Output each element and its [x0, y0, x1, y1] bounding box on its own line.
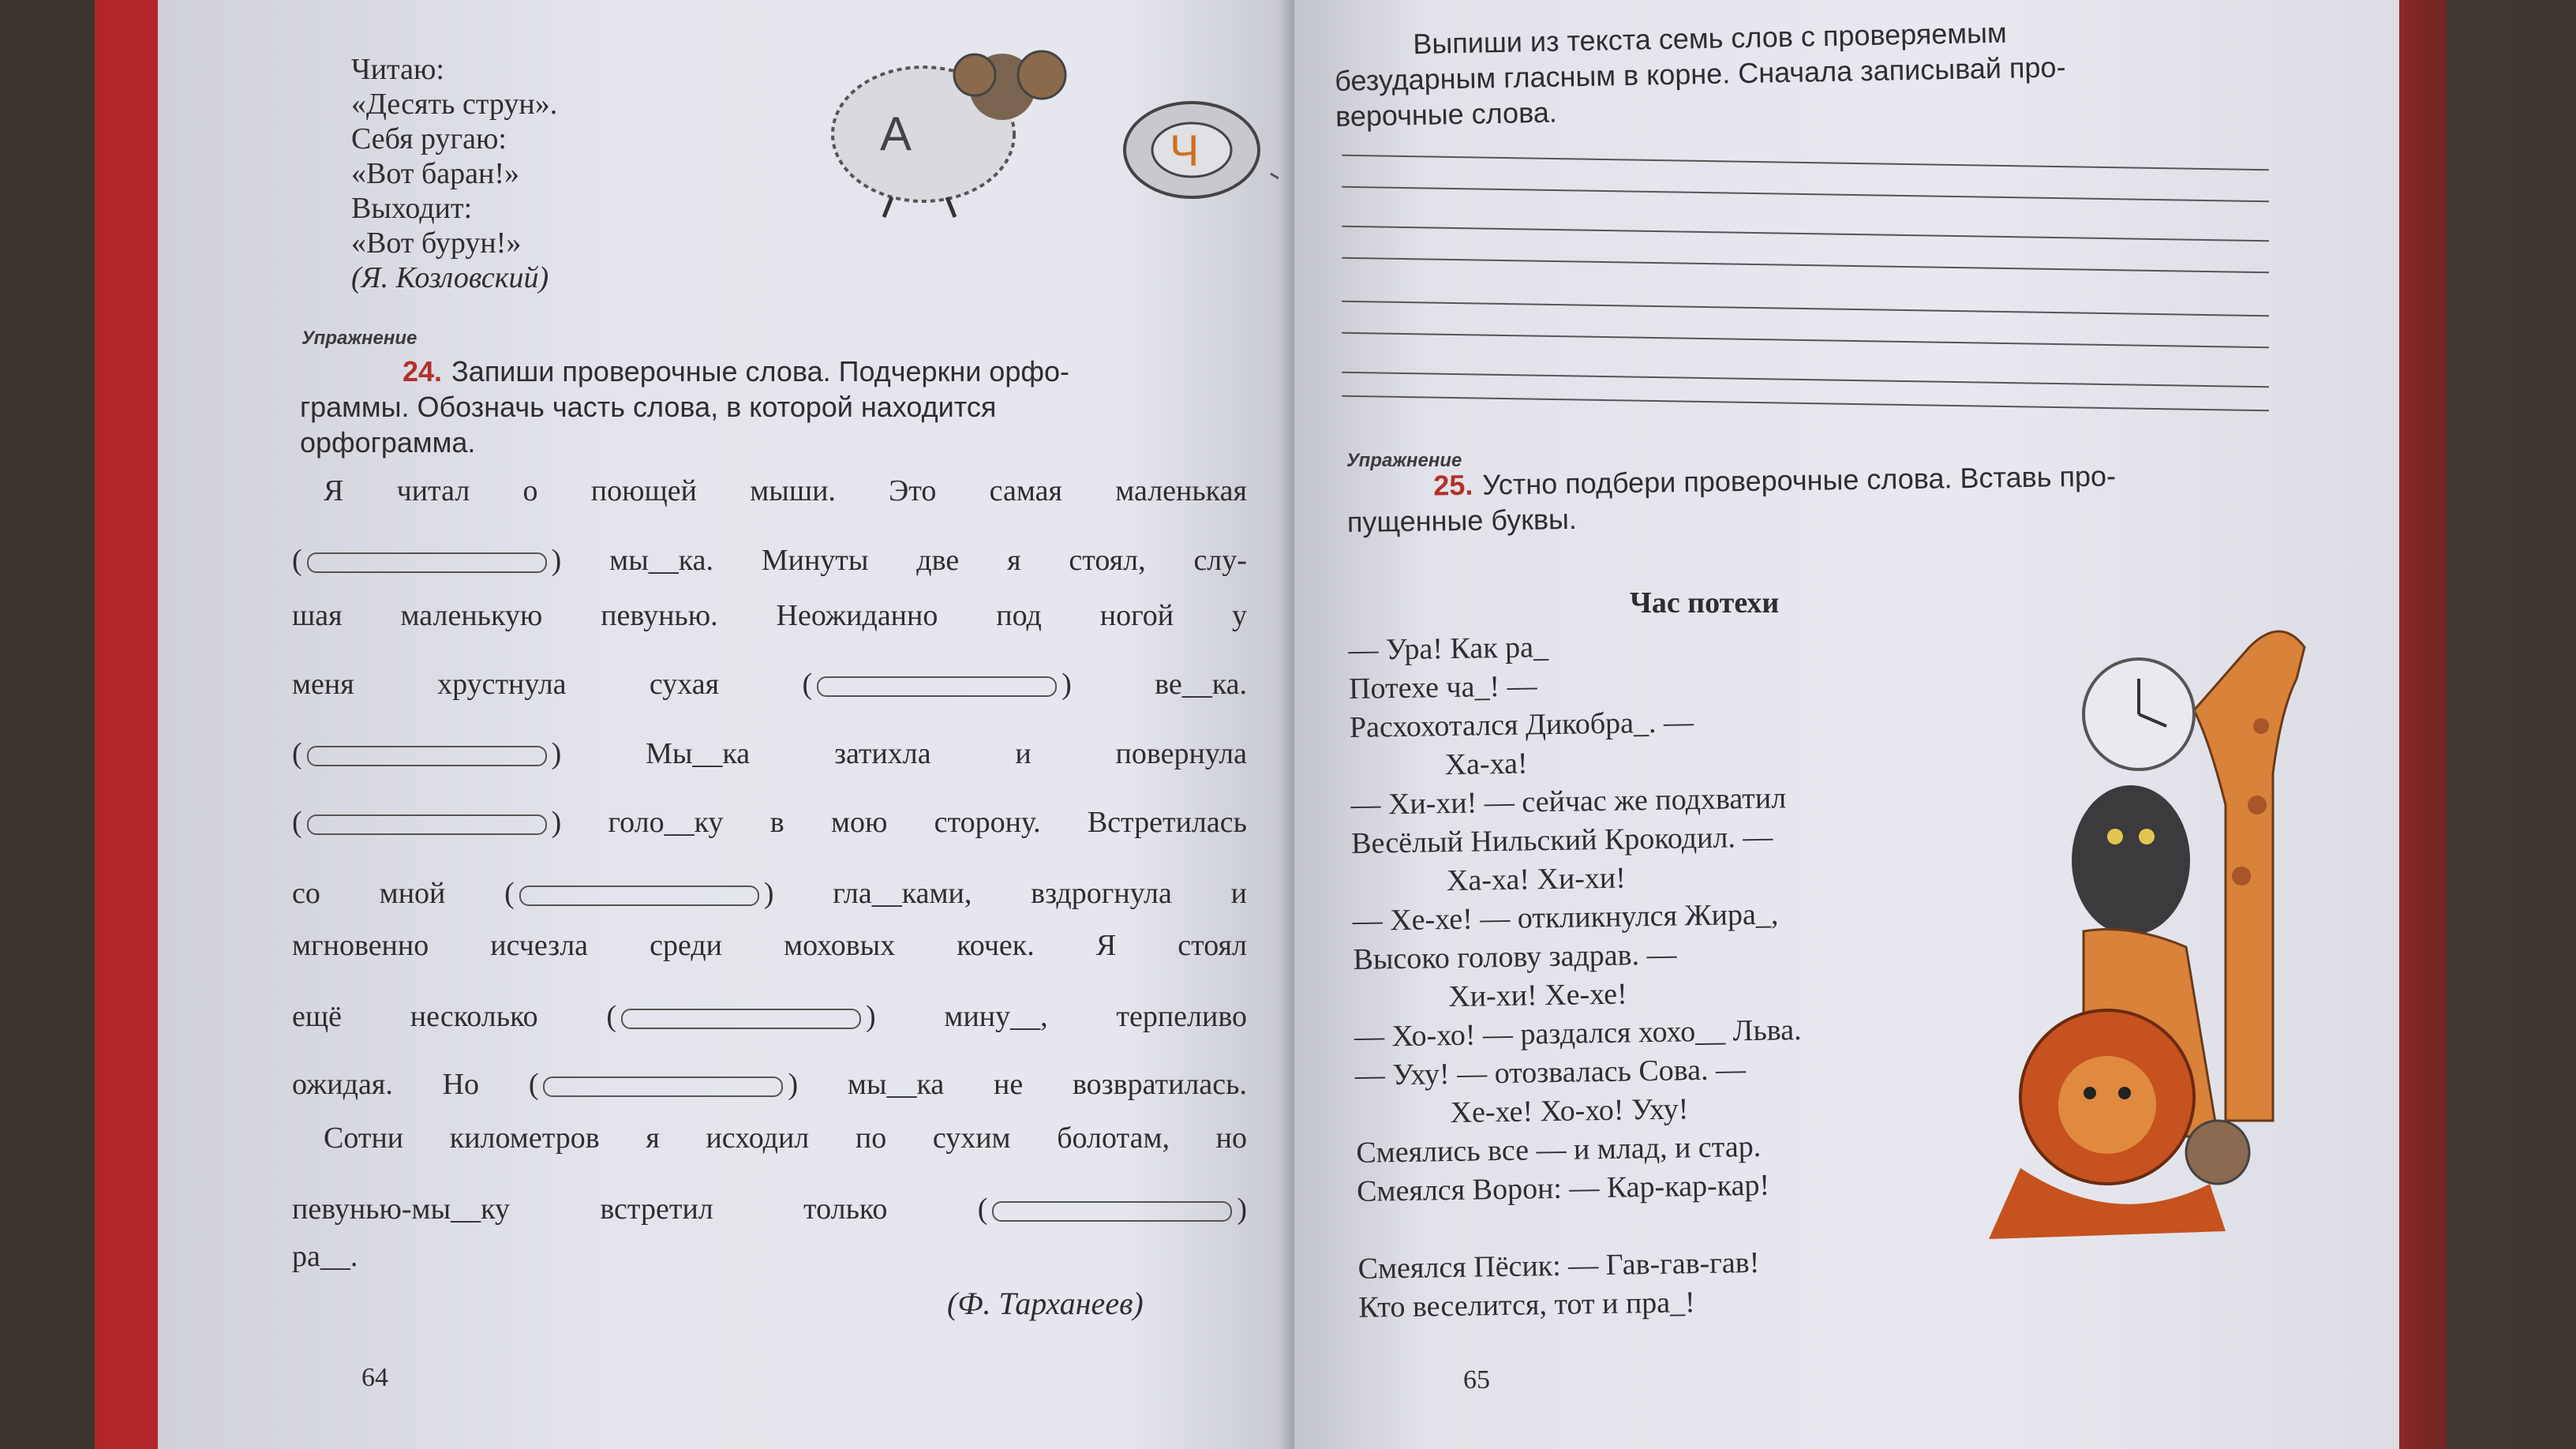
writing-line	[1342, 372, 2269, 388]
text-word: Это	[889, 474, 937, 507]
text-line	[292, 1192, 1247, 1226]
poem-line: «Десять струн».	[351, 88, 558, 121]
text-word: со	[292, 877, 320, 910]
paren: (	[292, 806, 302, 839]
text-word: только	[803, 1193, 888, 1226]
exercise-label: Упражнение	[301, 328, 417, 349]
text-word: мину__,	[944, 1000, 1048, 1033]
text-word: встретил	[600, 1193, 713, 1226]
text-word: сухим	[932, 1121, 1011, 1155]
paren: (	[504, 877, 515, 910]
text-word: я	[1007, 544, 1021, 577]
paren: (	[606, 1000, 616, 1033]
story-title: Час потехи	[1630, 586, 1780, 620]
text-line	[292, 1067, 1247, 1102]
text-word: километров	[449, 1121, 600, 1155]
poem-line: «Вот бурун!»	[351, 227, 522, 260]
answer-blank[interactable]	[307, 746, 547, 766]
story-line	[1357, 1204, 1805, 1250]
text-word: моховых	[784, 929, 896, 962]
paren: )	[763, 877, 774, 910]
story-line: Расхохотался Дикобра_. —	[1349, 706, 1694, 744]
animals-illustration	[1949, 600, 2391, 1294]
text-word: мы__ка.	[609, 544, 713, 577]
text-line	[292, 928, 1247, 963]
paren: )	[866, 1000, 876, 1033]
text-word: меня	[292, 668, 354, 701]
text-word: ожидая.	[292, 1068, 393, 1101]
answer-blank[interactable]	[543, 1076, 783, 1097]
story-line: Смеялись все — и млад, и стар.	[1356, 1129, 1762, 1170]
text-word: и	[1015, 737, 1032, 770]
text-word: поющей	[590, 474, 697, 507]
text-word: Минуты	[761, 544, 869, 577]
text-word: Неожиданно	[776, 599, 938, 632]
text-word: голо__ку	[608, 806, 724, 839]
svg-text:А: А	[880, 107, 912, 160]
text-line	[292, 1121, 1247, 1155]
text-word: у	[1231, 599, 1247, 632]
text-line	[292, 543, 1247, 578]
text-line	[292, 736, 1247, 771]
text-word: слу-	[1193, 544, 1247, 577]
answer-blank-group	[292, 736, 561, 771]
writing-line	[1342, 257, 2269, 273]
paren: (	[292, 544, 302, 577]
answer-blank-group	[606, 999, 875, 1034]
text-word: исчезла	[490, 929, 589, 962]
text-word: кочек.	[957, 929, 1035, 962]
text-word: терпеливо	[1116, 1000, 1247, 1033]
exercise-24-task	[300, 354, 1247, 460]
writing-line	[1342, 332, 2269, 348]
paren: (	[528, 1068, 539, 1101]
story-line: Смеялся Ворон: — Кар-кар-кар!	[1356, 1168, 1770, 1208]
writing-task	[1334, 10, 2243, 134]
paren: )	[551, 737, 562, 770]
writing-line	[1342, 301, 2269, 316]
poem-line: «Вот баран!»	[351, 157, 520, 190]
story-line: — Хо-хо! — раздался хохо__ Льва.	[1354, 1013, 1802, 1054]
story-line: Высоко голову задрав. —	[1353, 938, 1677, 976]
text-word: Я	[324, 474, 344, 507]
text-word: болотам,	[1057, 1121, 1170, 1155]
text-word: певунью.	[601, 599, 718, 632]
right-page	[1294, 0, 2399, 1449]
text-word: мыши.	[750, 474, 836, 507]
text-word: возвратилась.	[1072, 1068, 1247, 1101]
text-author: (Ф. Тарханеев)	[947, 1286, 1144, 1321]
text-word: и	[1230, 877, 1247, 910]
story-line: — Хи-хи! — сейчас же подхватил	[1350, 781, 1787, 822]
text-line	[292, 805, 1247, 840]
text-word: но	[1215, 1121, 1247, 1155]
task-line: Запиши проверочные слова. Подчеркни орфо-	[451, 355, 1069, 388]
text-word: вздрогнула	[1031, 877, 1172, 910]
poem-line: Читаю:	[351, 53, 444, 86]
story-line: Потехе ча_! —	[1348, 669, 1537, 706]
answer-blank[interactable]	[817, 676, 1057, 697]
exercise-number: 24.	[402, 355, 443, 388]
answer-blank-group	[292, 543, 561, 578]
exercise-label: Упражнение	[1346, 450, 1462, 471]
task-line: орфограмма.	[300, 426, 476, 459]
paren: )	[1237, 1193, 1247, 1226]
exercise-number: 25.	[1433, 468, 1473, 502]
ram-illustration	[805, 39, 1294, 221]
text-word: хрустнула	[437, 668, 567, 701]
task-line: верочные слова.	[1335, 95, 1558, 133]
poem-author: (Я. Козловский)	[351, 261, 549, 294]
text-line	[292, 474, 1247, 508]
page-number: 65	[1463, 1365, 1490, 1395]
text-word: маленькая	[1115, 474, 1247, 507]
paren: )	[1061, 668, 1072, 701]
story-line: — Уху! — отозвалась Сова. —	[1354, 1053, 1747, 1092]
text-word: не	[994, 1068, 1024, 1101]
text-word: по	[855, 1121, 887, 1155]
text-word: стоял,	[1069, 544, 1146, 577]
text-word: Мы__ка	[646, 737, 751, 770]
text-word: ве__ка.	[1155, 668, 1247, 701]
task-line: Выпиши из текста семь слов с проверяемым	[1413, 16, 2008, 61]
text-word: читал	[396, 474, 470, 507]
text-word: среди	[650, 929, 722, 962]
paren: (	[292, 737, 302, 770]
text-line	[292, 1239, 369, 1274]
text-word: мгновенно	[292, 929, 429, 962]
story-line: Ха-ха!	[1444, 747, 1528, 782]
writing-line	[1342, 155, 2269, 170]
text-word: мной	[379, 877, 446, 910]
text-word: ра__.	[292, 1240, 358, 1273]
text-word: самая	[989, 474, 1062, 507]
text-word: повернула	[1115, 737, 1247, 770]
text-word: Встретилась	[1087, 806, 1247, 839]
task-line: безударным гласным в корне. Сначала записывай про-	[1334, 51, 2066, 97]
text-word: мы__ка	[847, 1068, 945, 1101]
text-word: мою	[830, 806, 888, 839]
page-number: 64	[361, 1363, 388, 1392]
poem-line: Выходит:	[351, 192, 473, 225]
text-word: Но	[442, 1068, 480, 1101]
story-poem	[1348, 624, 1806, 1327]
story-line: Весёлый Нильский Крокодил. —	[1350, 820, 1773, 860]
text-word: я	[646, 1121, 660, 1155]
answer-blank-group	[292, 805, 561, 840]
text-word: о	[522, 474, 538, 507]
answer-blank-group	[802, 667, 1071, 702]
answer-blank[interactable]	[621, 1009, 861, 1029]
text-line	[292, 667, 1247, 702]
paren: )	[788, 1068, 799, 1101]
answer-blank-group	[529, 1067, 798, 1102]
story-line: Ха-ха! Хи-хи!	[1446, 861, 1627, 898]
story-line: Кто веселится, тот и пра_!	[1358, 1286, 1696, 1324]
story-line: — Ура! Как ра_	[1348, 631, 1549, 667]
paren: (	[977, 1193, 988, 1226]
story-line: Хе-хе! Хо-хо! Уху!	[1450, 1092, 1689, 1130]
poem	[351, 52, 557, 295]
answer-blank[interactable]	[992, 1201, 1232, 1222]
poem-line: Себя ругаю:	[351, 122, 507, 155]
writing-line	[1342, 186, 2269, 202]
answer-blank[interactable]	[307, 814, 547, 835]
text-word: несколько	[410, 1000, 538, 1033]
story-line: Смеялся Пёсик: — Гав-гав-гав!	[1357, 1245, 1760, 1286]
text-word: сухая	[649, 668, 720, 701]
text-line	[292, 598, 1247, 633]
text-word: шая	[292, 599, 343, 632]
text-word: в	[769, 806, 784, 839]
text-line	[292, 876, 1247, 911]
exercise-25-task	[1346, 456, 2271, 540]
text-word: исходил	[706, 1121, 810, 1155]
text-word: ногой	[1099, 599, 1174, 632]
answer-blank[interactable]	[307, 552, 547, 573]
text-word: Я	[1095, 929, 1117, 962]
text-word: стоял	[1178, 929, 1247, 962]
svg-text:Ч: Ч	[1170, 125, 1200, 175]
writing-line	[1342, 395, 2269, 411]
text-word: две	[916, 544, 960, 577]
text-word: ещё	[292, 1000, 342, 1033]
text-word: под	[996, 599, 1042, 632]
text-word: гла__ками,	[833, 877, 972, 910]
paren: )	[551, 806, 562, 839]
task-line: пущенные буквы.	[1346, 502, 1578, 538]
writing-line	[1342, 226, 2269, 242]
story-line: — Хе-хе! — откликнулся Жира_,	[1352, 897, 1779, 938]
story-line: Хи-хи! Хе-хе!	[1447, 977, 1628, 1014]
text-word: сторону.	[934, 806, 1041, 839]
text-word: затихла	[833, 737, 931, 770]
left-page	[158, 0, 1294, 1449]
text-word: Сотни	[324, 1121, 404, 1155]
text-word: маленькую	[400, 599, 543, 632]
paren: )	[551, 544, 562, 577]
task-line: Устно подбери проверочные слова. Вставь про-	[1482, 459, 2117, 501]
text-word: певунью-мы__ку	[292, 1193, 511, 1226]
task-line: граммы. Обозначь часть слова, в которой находится	[300, 391, 997, 423]
answer-blank-group	[978, 1192, 1247, 1226]
text-line	[292, 999, 1247, 1034]
answer-blank-group	[504, 876, 773, 911]
answer-blank[interactable]	[519, 886, 759, 906]
paren: (	[802, 668, 813, 701]
